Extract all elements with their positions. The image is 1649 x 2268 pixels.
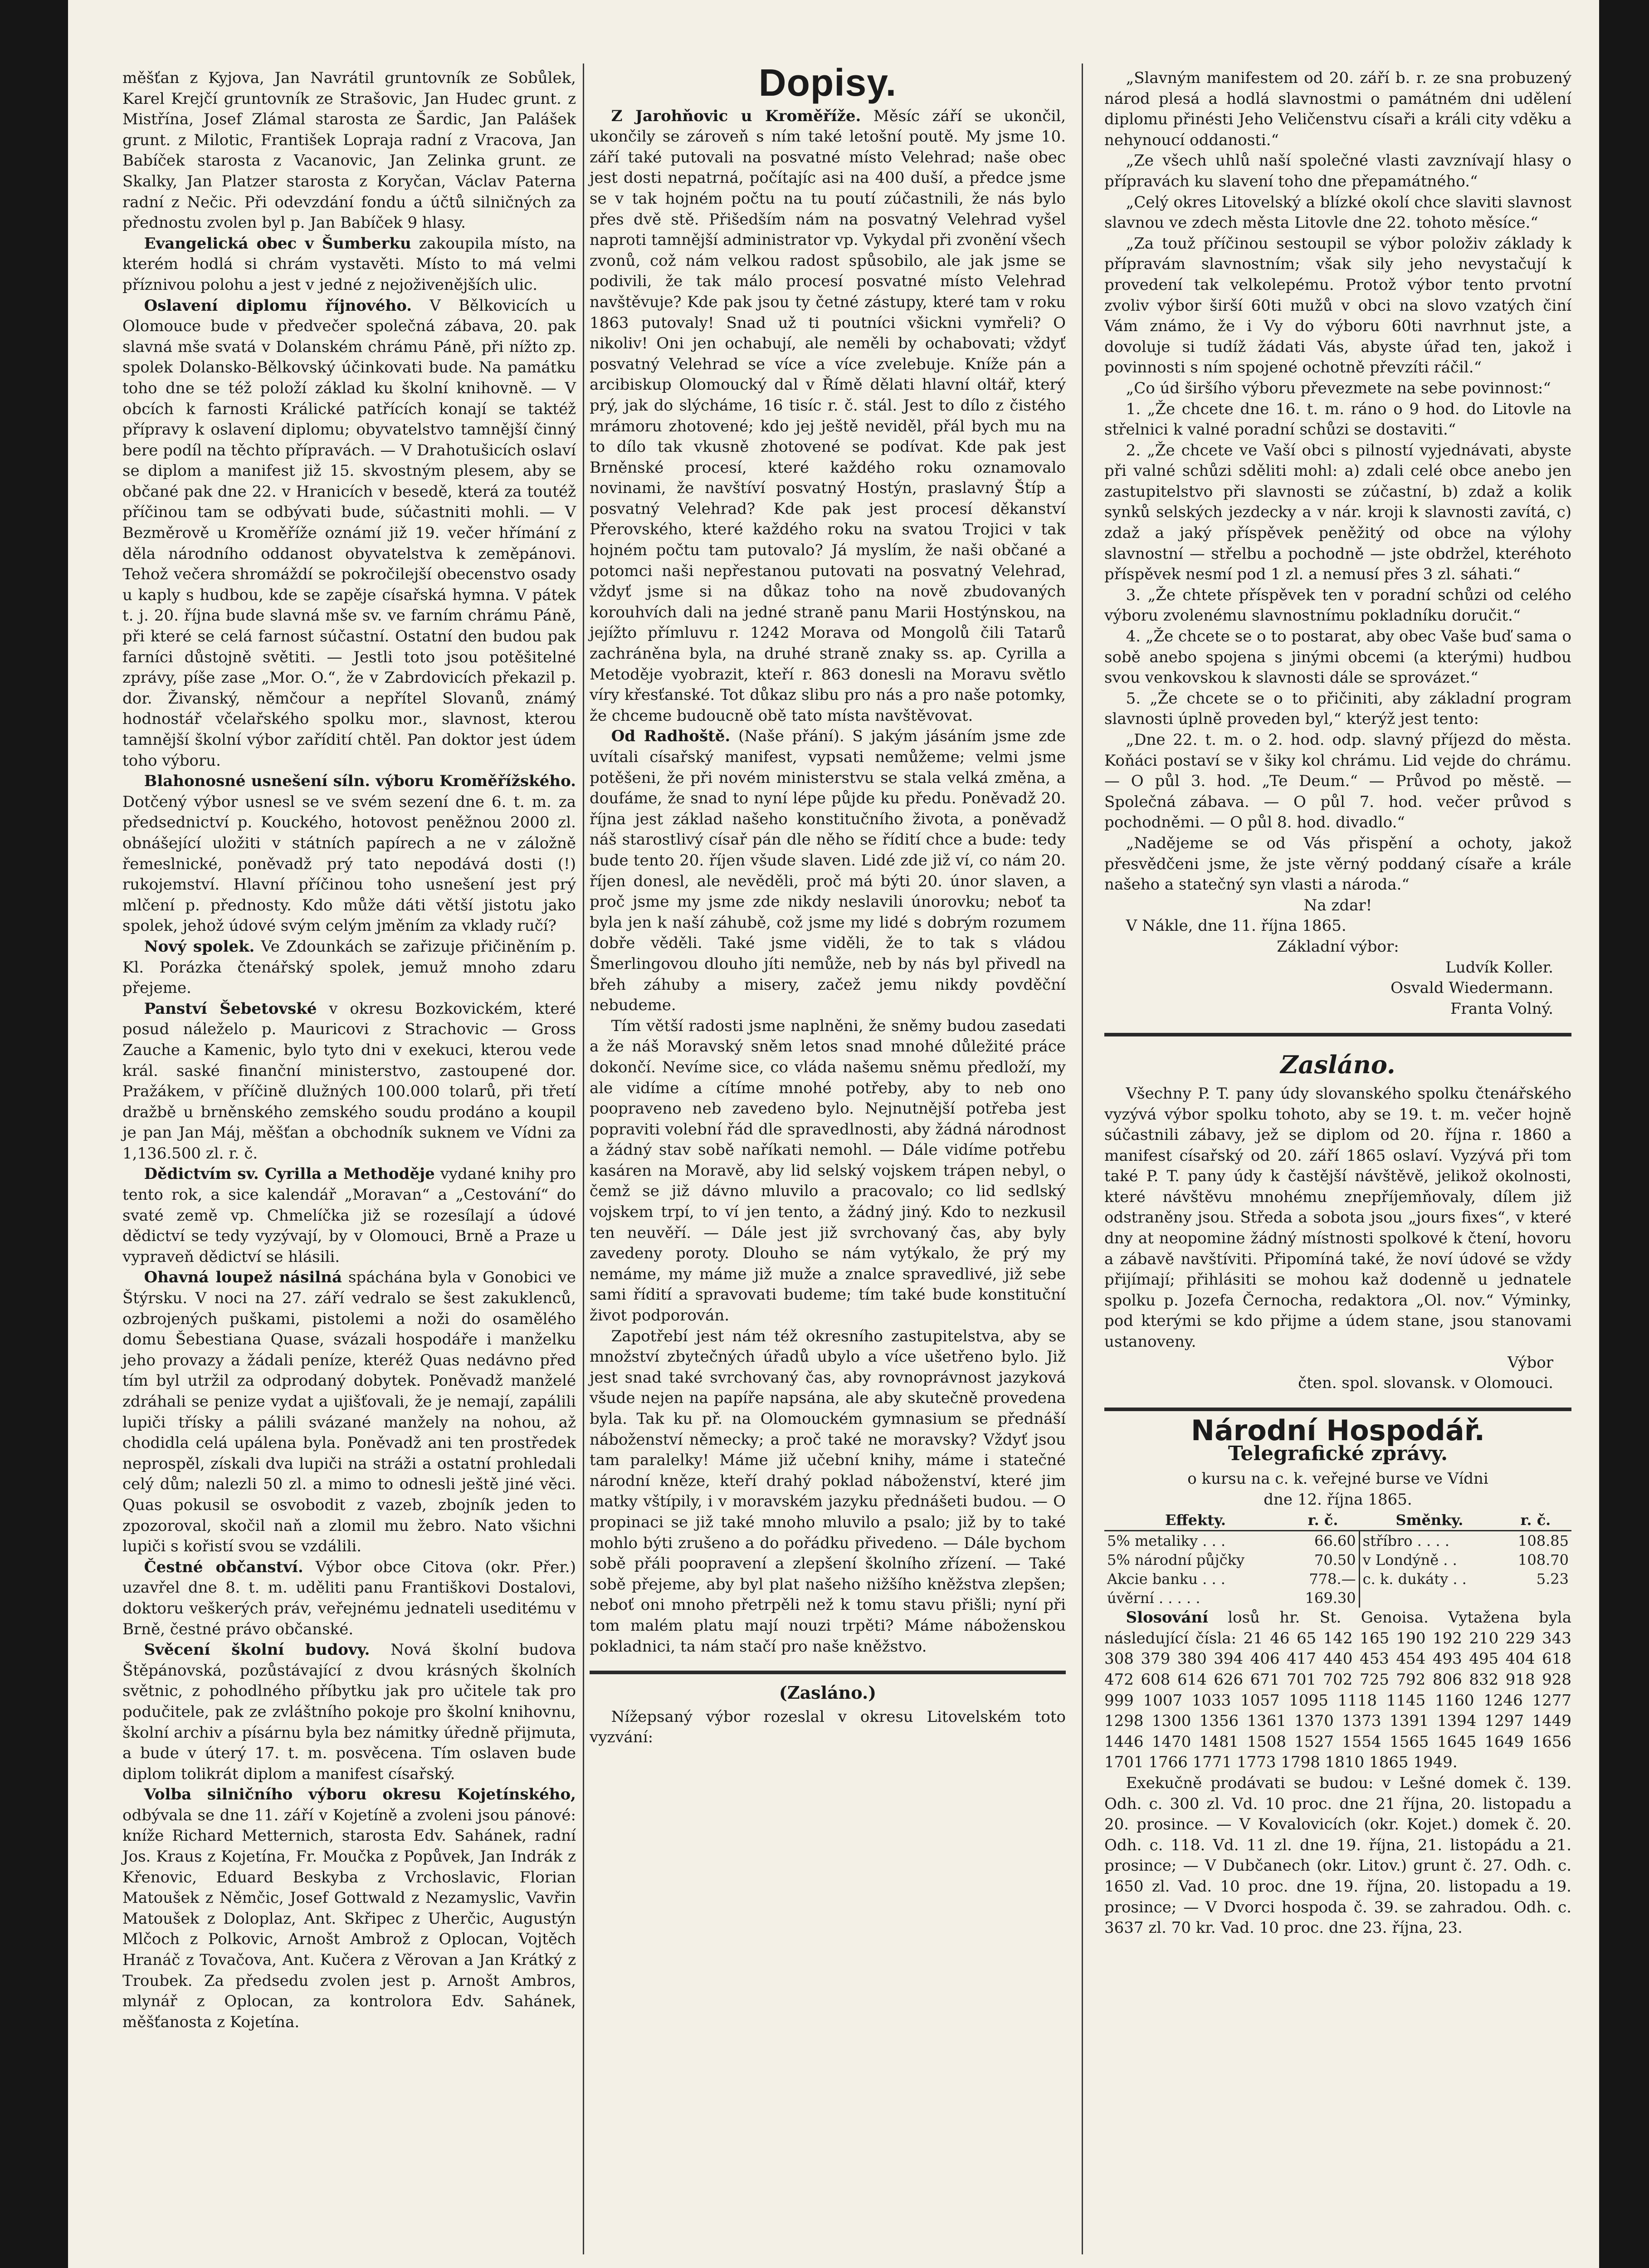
table-cell: Akcie banku . . . xyxy=(1107,1570,1225,1588)
paragraph: „Dne 22. t. m. o 2. hod. odp. slavný příjezd do města. Koňáci postaví se v šiky kol chrámu. Lid vejde do chrámu. — O půl 3. hod. „Te Deum.“ — Průvod po městě. — Společná zábava. — O půl 7. hod. večer průvod s pochodněmi. — O půl 8. hod. divadlo.“ xyxy=(1104,731,1571,832)
paragraph xyxy=(1104,1608,1571,1773)
paragraph: 2. „Že chcete ve Vaší obci s pilností vyjednávati, abyste při valné schůzi sděliti mohl: a) zdali celé obce anebo jen zastupitelstvo při slavnosti se zúčastní, b) zdaž a kolik synků selských jezdecky a v nár. kroji k slavnosti zavítá, c) zdaž a jaký příspěvek peněžitý od obce na výlohy slavnostní — střelbu a pochodně — jste obdržel, kteréhoto příspěvek nesmí pod 1 zl. a nemusí přes 3 zl. sáhati.“ xyxy=(1104,441,1571,584)
paragraph-lead: Panství Šebetovské xyxy=(144,999,317,1018)
exchange-table xyxy=(1104,1510,1571,1608)
table-row xyxy=(1104,1589,1571,1608)
paragraph: „Ze všech uhlů naší společné vlasti zavznívají hlasy o přípravách ku slavení toho dne přepamátného.“ xyxy=(1104,152,1571,191)
paragraph: 4. „Že chcete se o to postarat, aby obec Vaše buď sama o sobě anebo spojena s jinými obcemi (a kterými) hudbou svou venkovskou k slavnosti dále se sprovázet.“ xyxy=(1104,627,1571,687)
article-title: Z Jarohňovic u Kroměříže. xyxy=(611,107,861,125)
section-divider xyxy=(590,1671,1066,1674)
section-title: Národní Hospodář. xyxy=(1190,1413,1485,1447)
table-cell: 778.— xyxy=(1309,1570,1356,1588)
section-divider xyxy=(1104,1408,1571,1411)
column-left xyxy=(122,68,576,2254)
paragraph-body: losů hr. St. Genoisa. Vytažena byla následující čísla: 21 46 65 142 165 190 192 210 229 343 308 379 380 394 406 417 440 453 454 493 495 404 618 472 608 614 626 671 701 702 725 792 806 832 918 928 999 1007 1033 1057 1095 1118 1145 1160 1246 1277 1298 1300 1356 1361 1370 1373 1391 1394 1297 1449 1446 1470 1481 1508 1527 1554 1565 1645 1649 1656 1701 1766 1771 1773 1798 1810 1865 1949. xyxy=(1104,1608,1571,1772)
table-cell: 66.60 xyxy=(1314,1532,1356,1550)
paragraph xyxy=(590,106,1066,727)
table-row xyxy=(1104,1569,1571,1589)
table-cell xyxy=(1500,1589,1571,1608)
paragraph-lead: Čestné občanství. xyxy=(144,1558,303,1576)
table-cell: stříbro . . . . xyxy=(1359,1531,1500,1551)
paragraph xyxy=(122,771,576,937)
paragraph xyxy=(122,937,576,999)
paragraph: Tím větší radosti jsme naplněni, že sněmy budou zasedati a že náš Moravský sněm letos snad mnohé důležité práce dokončí. Nevíme sice, co vláda našemu sněmu předloží, my ale vidíme a cítíme mnohé potřeby, aby to neb ono poopraveno neb zavedeno bylo. Nejnutnější potřeba jest popraviti volební řád dle spravedlnosti, aby žádná národnost a žádný stav sobě naříkati nemohl. — Dále vidíme potřebu kasáren na Moravě, aby lid selský vojskem trápen nebyl, o čemž se již dávno mluvilo a pracovalo; co lid sedlský vojskem trpí, to ví jen tento, a žádný jiný. Kdo to nezkusil ten neuvěří. — Dále jest již svrchovaný čas, aby byly zavedeny poroty. Dlouho se nám vytýkalo, že prý my nemáme, my máme již muže a znalce spravedlivé, již sebe sami řídití a spravovati budeme; tím také bude konstituční život podporován. xyxy=(590,1017,1066,1325)
paragraph-body: vydané knihy pro tento rok, a sice kalendář „Moravan“ a „Cestování“ do svaté země vp. Chmelíčka již se rozesílají a údové dědictví se tedy vyzývají, by v Olomouci, Brně a Praze u vypraveň dědictví se hlásili. xyxy=(122,1165,576,1266)
table-cell: 5% metaliky . . . xyxy=(1107,1532,1226,1550)
paragraph-body: S jakým jásáním jsme zde uvítali císařský manifest, vypsati nemůžeme; velmi jsme potěšeni, že při novém ministerstvu se stala velká změna, a doufáme, že snad to nyní lépe půjde ku předu. Poněvadž 20. října jest základ našeho konstitučního života, a poněvadž náš starostlivý císař pán dle něho se řídití chce a bude: tedy bude tento 20. říjen všude slaven. Lidé zde již ví, co nám 20. říjen donesl, ale nevěděli, proč má býti 20. únor slaven, a proč jsme my jsme zde nikdy neslavili únorovku; neboť ta byla jen k naší záhubě, což jsme my lidé s dobrým rozumem dobře věděli. Také jsme viděli, že to tak s vládou Šmerlingovou dlouho jíti nemůže, neb by nás byl přivedl na břeh záhuby a misery, začež jemu nikdy povděční nebudeme. xyxy=(590,727,1066,1015)
column-right xyxy=(1104,68,1571,2254)
paragraph: „Co úd širšího výboru převezmete na sebe povinnost:“ xyxy=(1126,379,1551,397)
paragraph-lead: Nový spolek. xyxy=(144,937,255,956)
signature: Výbor xyxy=(1508,1353,1553,1372)
paragraph-lead: Volba silničního výboru okresu Kojetínského, xyxy=(144,1785,576,1804)
paragraph-body: Nová školní budova Štěpánovská, pozůstávající z dvou krásných školních světnic, z pohodlného příbytku jak pro učitele tak pro podučitele, pak ze zvláštního pokoje pro školní knihovnu, školní archiv a písárnu byla bez námitky úředně přijmuta, a bude v úterý 17. t. m. posvěcena. Tím oslaven bude diplom tolikrát diplom a manifest císařský. xyxy=(122,1641,576,1783)
table-cell: c. k. dukáty . . xyxy=(1359,1569,1500,1589)
closing-salute: Na zdar! xyxy=(1303,896,1372,914)
section-banner: Dopisy. xyxy=(758,61,897,104)
table-header: r. č. xyxy=(1500,1510,1571,1531)
paragraph-lead: Dědictvím sv. Cyrilla a Methoděje xyxy=(144,1165,435,1183)
paragraph: „Za touž příčinou sestoupil se výbor položiv základy k přípravám slavnostním; však sily jeho nevystačují k provedení tak velkolepému. Protož výbor tento prvotní zvoliv výbor širší 60ti mužů v obci na slovo vzatých činí Vám známo, že i Vy do výboru 60ti navrhnut jste, a dovoluje si tudíž žádati Vás, abyste úřad ten, jakož i povinnosti s ním spojené ochotně převzíti ráčil.“ xyxy=(1104,234,1571,377)
signature: Osvald Wiedermann. xyxy=(1390,979,1553,997)
paragraph: Všechny P. T. pany údy slovanského spolku čtenářského vyzývá výbor spolku tohoto, aby se 19. t. m. večer hojně súčastnili zábavy, jež se diplom od 20. října r. 1860 a manifest císařský od 20. září 1865 oslaví. Vyzývá při tom také P. T. pany údy k častější návštěvě, jelikož okolnosti, které návštěvu mnohému znepříjemňovaly, dílem již odstraněny jsou. Středa a sobota jsou „jours fixes“, v které dny at neopomine žádný místnosti spolkové k čtení, hovoru a zábavě navštíviti. Připomíná také, že noví údové se vždy přijímají; přihlásiti se mohou kaž dodenně u jednatele spolku p. Jozefa Černocha, redaktora „Ol. nov.“ Výminky, pod kterými se kdo přijme a údem stane, jsou stanovami ustanoveny. xyxy=(1104,1084,1571,1351)
subsection-title: Telegrafické zprávy. xyxy=(1228,1442,1448,1466)
paragraph-body: spáchána byla v Gonobici ve Štýrsku. V noci na 27. září vedralo se šest zakuklenců, ozbrojených puškami, pistolemi a noži do osamělého domu Šebestiana Quase, svázali hospodáře i manželku jeho provazy a žádali peníze, kteréž Quas nedávno před tím byl utržil za odprodaný dobytek. Poněvadž manželé zdráhali se penize vydat a ujišťovali, že je nemají, zapálili lupiči třísky a pálili svázané manžely na nohou, až chodidla celá upálena byla. Poněvadž ani ten prostředek neprospěl, získali dva lupiči na stráži a ostatní prohledali celý dům; nalezli 50 zl. a mimo to odnesli ještě jiné věci. Quas pokusil se osvobodit z vazeb, zbojník jeden to zpozoroval, skočil naň a zlomil mu žebro. Nato všichni lupiči s kořistí svou se vzdálili. xyxy=(122,1268,576,1556)
table-header: Effekty. xyxy=(1104,1510,1287,1531)
section-divider xyxy=(1104,1033,1571,1036)
table-cell: 70.50 xyxy=(1314,1551,1356,1569)
paragraph: Nížepsaný výbor rozeslal v okresu Litovelském toto vyzvání: xyxy=(590,1707,1066,1747)
signatory-label: Základní výbor: xyxy=(1277,937,1399,956)
paragraph-lead: Ohavná loupež násilná xyxy=(144,1268,342,1287)
paragraph: Exekučně prodávati se budou: v Lešné domek č. 139. Odh. c. 300 zl. Vd. 10 proc. dne 21 října, 20. listopadu a 20. prosince. — V Kovalovicích (okr. Kojet.) domek č. 20. Odh. c. 118. Vd. 11 zl. dne 19. října, 21. listopádu a 21. prosince; — V Dubčanech (okr. Litov.) grunt č. 27. Odh. c. 1650 zl. Vad. 10 proc. dne 19. října, 20. listopadu a 19. prosince; — V Dvorci hospoda č. 39. se zahradou. Odh. c. 3637 zl. 70 kr. Vad. 10 proc. dne 23. října, 23. xyxy=(1104,1774,1571,1937)
paragraph: 5. „Že chcete se o to přičiniti, aby základní program slavnosti úplně proveden byl,“ kterýž jest tento: xyxy=(1104,689,1571,728)
paragraph xyxy=(122,999,576,1164)
paragraph-body: Výbor obce Citova (okr. Přer.) uzavřel dne 8. t. m. uděliti panu Františkovi Dostalovi, doktoru veškerých práv, veřejnému jednateli useditému v Brně, čestné právo občanské. xyxy=(122,1558,576,1638)
signature: Franta Volný. xyxy=(1450,999,1553,1018)
paragraph: „Celý okres Litovelský a blízké okolí chce slaviti slavnost slavnou ve zdech města Litovle dne 22. tohoto měsíce.“ xyxy=(1104,193,1571,232)
paragraph xyxy=(122,1640,576,1784)
paragraph-body: Dotčený výbor usnesl se ve svém sezení dne 6. t. m. za předsednictví p. Kouckého, hotovost peněžnou 2000 zl. obnášející uložiti v státních papírech a ne v záložně řemeslnické, poněvadž prý tato nepodává dosti (!) rukojemství. Hlavní příčinou toho usnešení jest prý mlčení p. přednosty. Kdo může dáti větší jistotu jako spolek, jehož údové svým celým jměním za vklady ručí? xyxy=(122,792,576,935)
paragraph-body: zakoupila místo, na kterém hodlá si chrám vystavěti. Místo to má velmi příznivou polohu a jest v jedné z nejoživenějších ulic. xyxy=(122,234,576,294)
paragraph-body: V Bělkovicích u Olomouce bude v předvečer společná zábava, 20. pak slavná mše svatá v Dolanském chrámu Páně, při nížto zp. spolek Dolansko-Bělkovský účinkovati bude. Na památku toho dne se též položí základ ku školní knihovně. — V obcích k farnosti Králické patřících konají se taktéž přípravy k oslavení diplomu; obyvatelstvo tamnější činný bere podíl na těchto přípravách. — V Drahotušicích oslaví se diplom a manifest již 15. skvostným plesem, aby se občané pak dne 22. v Hranicích v besedě, která za toutéž příčinou tam se odbývati bude, súčastniti mohli. — V Bezměrově u Kroměříže oznámí již 19. večer hřímání z děla národního oddanost obyvatelstva k zeměpánovi. Tehož večera shromáždí se pokročilejší obecenstvo osady u kaply s hudbou, kde se zapěje císařská hymna. V pátek t. j. 20. října bude slavná mše sv. ve farním chrámu Páně, při které se celá farnost súčastní. Ostatní den budou pak farníci důstojně světiti. — Jestli toto jsou potěšitelné zprávy, píše zase „Mor. O.“, že v Zabrdovicích překazil p. dor. Živanský, němčour a nepřítel Slovanů, známý hodnostář včelařského spolku mor., slavnost, kterou tamnější školní výbor zařídití chtěl. Pan doktor jest údem toho výboru. xyxy=(122,296,576,770)
paragraph: Zapotřebí jest nám též okresního zastupitelstva, aby se množství zbytečných úřadů ubylo a více ušetřeno bylo. Již jest snad také svrchovaný čas, aby rovnoprávnost jazyková všude nejen na papíře napsána, ale aby skutečně provedena byla. Tak ku př. na Olomouckém gymnasium se přednáší náboženství německy; a proč také ne moravsky? Vždyť jsou tam paralelky! Máme již učební knihy, máme i statečné národní kněze, kteří drahý poklad náboženství, které jim matky vštípily, i v moravském jazyku přednášeti budou. — O propinaci se již také mnoho mluvilo a psalo; již by to také mohlo býti zrušeno a do pořádku přivedeno. — Dále bychom sobě přáli poopravení a zlepšení školního zřízení. — Také sobě přejeme, aby byl plat našeho nižšího kněžstva zlepšen; neboť oni mnoho přetrpěli než k tomu stavu přišli; nyní při tom malém platu mají nouzi trpěti? Máme náboženskou pokladnici, ta nám stačí pro naše kněžstvo. xyxy=(590,1327,1066,1656)
paragraph xyxy=(122,1557,576,1640)
paragraph-body: Ve Zdounkách se zařizuje přičiněním p. Kl. Porázka čtenářský spolek, jemuž mnoho zdaru přejeme. xyxy=(122,937,576,997)
table-cell: v Londýně . . xyxy=(1359,1550,1500,1569)
table-header: Směnky. xyxy=(1359,1510,1500,1531)
paragraph-lead: Evangelická obec v Šumberku xyxy=(144,234,411,253)
paragraph: měšťan z Kyjova, Jan Navrátil gruntovník ze Sobůlek, Karel Krejčí gruntovník ze Strašovic, Jan Hudec grunt. z Mistřína, Josef Zlámal starosta ze Šardic, Jan Palášek grunt. z Milotic, František Lopraja radní z Vracova, Jan Babíček starosta z Vacanovic, Jan Zelinka grunt. ze Skalky, Jan Platzer starosta z Koryčan, Václav Paterna radní z Nečic. Při odevzdání fondu a účtů silničných za přednostu zvolen byl p. Jan Babíček 9 hlasy. xyxy=(122,69,576,232)
table-row xyxy=(1104,1531,1571,1551)
paragraph xyxy=(122,234,576,296)
paragraph-lead: Slosování xyxy=(1126,1608,1208,1627)
column-middle xyxy=(590,61,1066,2254)
paragraph: „Nadějeme se od Vás přispění a ochoty, jakož přesvědčeni jsme, že jste věrný poddaný císaře a krále našeho a statečný syn vlasti a národa.“ xyxy=(1104,834,1571,894)
paragraph: 3. „Že chtete příspěvek ten v poradní schůzi od celého výboru zvolenému slavnostnímu pokladníku doručit.“ xyxy=(1104,586,1571,625)
paragraph: „Slavným manifestem od 20. září b. r. ze sna probuzený národ plesá a hodlá slavnostmi o památném dni udělení diplomu přinésti Jeho Veličenstvu císaři a králi city vděku a nehynoucí oddanosti.“ xyxy=(1104,69,1571,149)
column-rule-left xyxy=(583,64,584,2254)
table-cell xyxy=(1359,1589,1500,1608)
table-cell: 108.85 xyxy=(1518,1532,1569,1550)
table-header: r. č. xyxy=(1287,1510,1359,1531)
article-title: Od Radhoště. xyxy=(611,727,731,746)
paragraph xyxy=(122,1164,576,1267)
table-cell: úvěrní . . . . . xyxy=(1107,1589,1200,1607)
paragraph-body: Měsíc září se ukončil, ukončily se zároveň s ním také letošní poutě. My jsme 10. září také putovali na posvatné místo Velehrad; naše obec jest dosti nepatrná, počítajíc asi na 400 duší, a předce jsme se v tak hojném počtu na tu poutí zúčastnili, že nás bylo přes dvě stě. Přišedším nám na posvatný Velehrad vyšel naproti tamnější administrator vp. Vykydal při zvonění všech zvonů, což nám velkou radost spůsobilo, ale jak jsme se podivili, že tak málo procesí posvatné místo Velehrad navštěvuje? Kde pak jsou ty četné zástupy, které tam v roku 1863 putovaly! Snad už ti poutníci všickni vymřeli? O nikoliv! Oni jen ochabují, ale neměli by ochabovati; vždyť posvatný Velehrad se více a více zvelebuje. Kníže pán a arcibiskup Olomoucký dal v Římě dělati hlavní oltář, který prý, jak do slýcháme, 16 tisíc r. č. stál. Jest to dílo z čistého mrámoru zhotovené; kdo jej ještě neviděl, přál bych mu na to dílo tak vkusně zhotovené se podívat. Kde pak jest Brněnské procesí, které každého roku oznamovalo novinami, že navštíví posvatný Hostýn, praslavný Štíp a posvatný Velehrad? Kde pak jest procesí děkanství Přerovského, které každého roku na svatou Trojici v tak hojném počtu tam putovalo? Já myslím, že naši občané a potomci naši nepřestanou putovati na posvatný Velehrad, vždyť jsme si na důkaz toho na nově zbudovaných korouhvích dali na jedné straně panu Marii Hostýnskou, na jejížto přímluvu r. 1242 Morava od Mongolů čili Tatarů zachráněna byla, na druhé straně znaky ss. ap. Cyrilla a Metoděje vyobrazit, kteří r. 863 donesli na Moravu světlo víry křesťanské. Tot důkaz slibu pro nás a pro naše potomky, že chceme budoucně obě tato místa navštěvovat. xyxy=(590,107,1066,725)
signature: Ludvík Koller. xyxy=(1445,958,1553,977)
table-cell: 108.70 xyxy=(1518,1551,1569,1569)
paragraph-body: v okresu Bozkovickém, které posud náleželo p. Mauricovi z Strachovic — Gross Zauche a Kamenic, bylo tyto dni v exekuci, kterou vede král. saské finanční ministerstvo, zastoupené dor. Pražákem, v příčině dlužných 100.000 tolarů, při třetí dražbě u brněnského zemského soudu prodáno a koupil je pan Jan Máj, měšťan a obchodník suknem ve Vídni za 1,136.500 zl. r. č. xyxy=(122,999,576,1163)
paragraph xyxy=(122,1267,576,1557)
zaslano-heading: (Zasláno.) xyxy=(779,1682,877,1703)
paragraph: 1. „Že chcete dne 16. t. m. ráno o 9 hod. do Litovle na střelnici k valné poradní schůzi se dostaviti.“ xyxy=(1104,400,1571,439)
table-cell: 5.23 xyxy=(1536,1570,1569,1588)
column-rule-right xyxy=(1082,64,1083,2254)
subsection-subtitle: o kursu na c. k. veřejné burse ve Vídni xyxy=(1187,1470,1488,1488)
paragraph xyxy=(122,1784,576,2033)
paragraph-lead: Oslavení diplomu říjnového. xyxy=(144,296,412,315)
dateline: V Nákle, dne 11. října 1865. xyxy=(1126,917,1347,935)
paragraph-lead: Svěcení školní budovy. xyxy=(144,1641,370,1659)
article-note: (Naše přání). xyxy=(738,727,844,746)
subsection-date: dne 12. října 1865. xyxy=(1264,1490,1412,1509)
paragraph xyxy=(590,726,1066,1016)
paragraph-lead: Blahonosné usnešení síln. výboru Kroměřížského. xyxy=(144,772,576,791)
table-cell: 5% národní půjčky xyxy=(1107,1551,1245,1569)
paragraph xyxy=(122,296,576,772)
paragraph-body: odbývala se dne 11. září v Kojetíně a zvoleni jsou pánové: kníže Richard Metternich, starosta Edv. Sahánek, radní Jos. Kraus z Kojetína, Fr. Moučka z Popůvek, Jan Indrák z Křenovic, Eduard Beskyba z Vrchoslavic, Florian Matoušek z Němčic, Josef Gottwald z Nezamyslic, Vavřin Matoušek z Doloplaz, Ant. Skřipec z Uherčic, Augustýn Mlčoch z Polkovic, Arnošt Ambrož z Oplocan, Vojtěch Hranáč z Tovačova, Ant. Kučera z Věrovan a Jan Krátký z Troubek. Za předsedu zvolen jest p. Arnošt Ambros, mlynář z Oplocan, za kontrolora Edv. Sahánek, měšťanosta z Kojetína. xyxy=(122,1806,576,2031)
zaslano-title: Zasláno. xyxy=(1280,1050,1395,1080)
table-row xyxy=(1104,1550,1571,1569)
signature: čten. spol. slovansk. v Olomouci. xyxy=(1298,1374,1553,1393)
table-cell: 169.30 xyxy=(1305,1589,1356,1607)
